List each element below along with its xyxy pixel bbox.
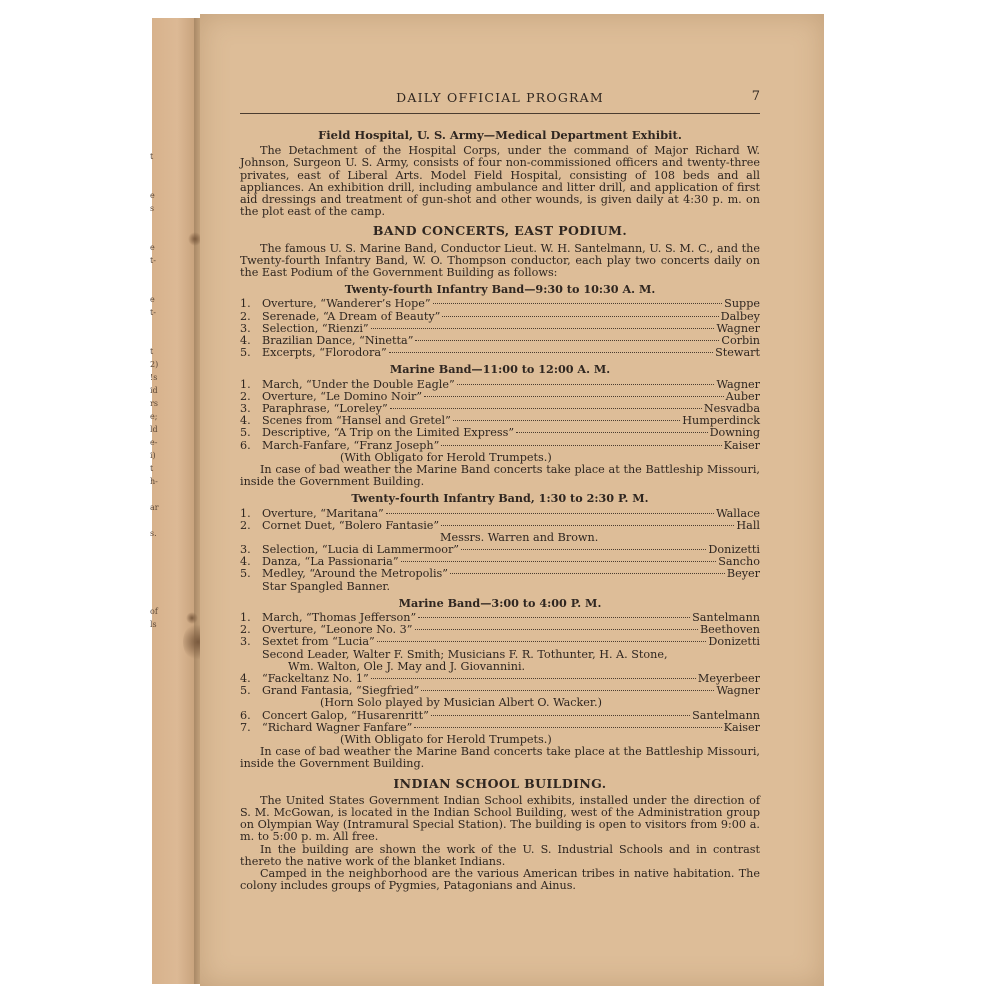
marine-afternoon-program-end [240,710,760,734]
dot-leader [433,303,723,304]
composer-name: Santelmann [692,708,760,722]
fragment-glyph [150,566,164,579]
piece-title: Overture, “Le Domino Noir” [262,389,423,403]
composer-name: Corbin [721,334,760,347]
hospital-paragraph: The Detachment of the Hospital Corps, under the command of Major Richard W. Johnson, Surgeon U. S. Army, consists of four non-commissioned officers and twenty-three privates, east of Liberal Arts. Model Field Hospital, consisting of 108 beds and all appliances. An exhibition drill, including ambulance and litter drill, and application of first aid dressings and treatment of gun-shot and other wounds, is given daily at 4:30 p. m. on the plot east of the camp. [240,144,760,219]
fragment-glyph [150,579,164,592]
band-concerts-intro: The famous U. S. Marine Band, Conductor Lieut. W. H. Santelmann, U. S. M. C., and the Twenty-fourth Infantry Band, W. O. Thompson conductor, each play two concerts daily on the East Podium of the Government Building as follows: [240,241,760,280]
fragment-glyph: e [150,191,155,200]
piece-title: Overture, “Wanderer’s Hope” [262,297,431,311]
composer-name: Sancho [718,555,760,569]
document-page [200,14,824,986]
fragment-glyph: s [150,204,155,213]
program-item [240,440,760,452]
fragment-glyph: !s [150,373,158,382]
dot-leader [450,573,725,574]
composer-name: Santelmann [692,611,760,625]
item-number: 5. [240,684,251,698]
composer-name: Dalbey [720,309,760,323]
dot-leader [390,408,702,409]
weather-note: In case of bad weather the Marine Band concerts take place at the Battleship Missouri, inside the Government Building. [240,745,760,771]
dot-leader [431,715,690,716]
hospital-heading: Field Hospital, U. S. Army—Medical Department Exhibit. [318,128,682,142]
fragment-glyph: of [150,607,158,616]
program-item [240,508,760,520]
marine-morning-program [240,379,760,452]
fragment-glyph: e [150,295,155,304]
dot-leader [377,641,707,642]
facing-page-text-fragments [150,150,164,750]
item-number: 5. [240,426,251,440]
composer-name: Wagner [716,377,760,391]
item-number: 7. [240,720,251,734]
item-number: 2. [240,389,251,403]
dot-leader [371,678,696,679]
fragment-glyph [150,488,164,501]
item-number: 4. [240,672,251,686]
fragment-glyph: ld [150,425,158,434]
band-concerts-heading: BAND CONCERTS, EAST PODIUM. [372,223,628,239]
fragment-glyph: i) [150,451,156,460]
piece-title: Grand Fantasia, “Siegfried” [262,684,420,698]
piece-title: Descriptive, “A Trip on the Limited Express” [262,426,515,440]
program-item [240,710,760,722]
composer-name: Wagner [716,684,760,698]
composer-name: Wagner [716,321,760,335]
item-number: 3. [240,321,251,335]
dot-leader [441,445,721,446]
dot-leader [414,727,721,728]
page-number: 7 [751,89,760,104]
item-number: 3. [240,401,251,415]
composer-name: Stewart [715,346,760,360]
item-number: 2. [240,623,251,637]
closing-anthem: Star Spangled Banner. [262,579,391,593]
sextet-performers-line2: Wm. Walton, Ole J. May and J. Giovannini. [288,659,526,673]
program-item [240,298,760,310]
indian-school-heading: INDIAN SCHOOL BUILDING. [393,775,607,791]
item-number: 6. [240,438,251,452]
composer-name: Nesvadba [703,401,760,415]
piece-title: “Richard Wagner Fanfare” [262,720,413,734]
fragment-glyph [150,215,164,228]
composer-name: Beyer [726,567,760,581]
dot-leader [441,525,734,526]
item-number: 4. [240,555,251,569]
fragment-glyph: t [150,464,154,473]
piece-title: Scenes from “Hansel and Gretel” [262,414,451,428]
composer-name: Meyerbeer [697,672,760,686]
fragment-glyph: s. [150,529,157,538]
fragment-glyph: id [150,386,158,395]
fragment-glyph: e- [150,438,158,447]
infantry-afternoon-program [240,508,760,532]
infantry-morning-heading: Twenty-fourth Infantry Band—9:30 to 10:30 A. M. [344,282,656,297]
item-number: 4. [240,334,251,347]
composer-name: Kaiser [723,720,760,734]
fragment-glyph [150,228,164,241]
indian-school-paragraph: Camped in the neighborhood are the various American tribes in native habitation. The colony includes groups of Pygmies, Patagonians and Ainus. [240,867,760,893]
composer-name: Hall [736,518,760,532]
weather-note: In case of bad weather the Marine Band concerts take place at the Battleship Missouri, inside the Government Building. [240,462,760,489]
composer-name: Humperdinck [682,414,760,428]
composer-name: Downing [709,426,760,440]
fragment-glyph: h- [150,477,158,486]
item-number: 5. [240,346,251,360]
piece-title: Medley, “Around the Metropolis” [262,567,448,581]
item-number: 1. [240,506,251,520]
fragment-glyph: t- [150,256,156,265]
fragment-glyph [150,540,164,553]
fragment-glyph: t [150,347,154,356]
item-number: 4. [240,414,251,428]
piece-title: “Fackeltanz No. 1” [262,672,369,686]
program-item [240,636,760,648]
item-number: 3. [240,543,251,557]
fragment-glyph: 2) [150,360,159,369]
item-number: 1. [240,297,251,311]
fragment-glyph [150,176,164,189]
piece-title: Paraphrase, “Loreley” [262,401,388,415]
horn-solo-note: (Horn Solo played by Musician Albert O. Wacker.) [320,696,602,710]
piece-title: Excerpts, “Florodora” [262,346,387,360]
marine-afternoon-program-cont [240,673,760,697]
piece-title: March, “Under the Double Eagle” [262,377,455,391]
piece-title: Overture, “Maritana” [262,506,384,520]
fragment-glyph: t [150,152,154,161]
program-item [240,379,760,391]
fragment-glyph: e [150,243,155,252]
dot-leader [401,561,717,562]
dot-leader [516,432,708,433]
program-item [240,568,760,580]
dot-leader [386,513,714,514]
piece-title: March-Fanfare, “Franz Joseph” [262,438,440,452]
body-text [240,126,760,892]
piece-title: Serenade, “A Dream of Beauty” [262,309,441,323]
dot-leader [442,316,718,317]
fragment-glyph: ar [150,503,159,512]
piece-title: Selection, “Lucia di Lammermoor” [262,543,460,557]
composer-name: Donizetti [708,543,760,557]
piece-title: March, “Thomas Jefferson” [262,611,417,625]
fragment-glyph [150,319,164,332]
fragment-glyph [150,592,164,605]
fragment-glyph [150,514,164,527]
marine-afternoon-heading: Marine Band—3:00 to 4:00 P. M. [398,595,602,610]
dot-leader [453,420,680,421]
header-rule [240,113,760,114]
running-head [240,86,760,106]
fragment-glyph [150,267,164,280]
item-number: 6. [240,708,251,722]
obligato-note: (With Obligato for Herold Trumpets.) [340,450,552,464]
indian-school-paragraph: The United States Government Indian School exhibits, installed under the direction of S. M. McGowan, is located in the Indian School Building, west of the Administration group on Olympian Way (Intramural Special Station). The building is open to visitors from 9:00 a. m. to 5:00 p. m. All free. [240,793,760,844]
piece-title: Overture, “Leonore No. 3” [262,623,413,637]
composer-name: Wallace [716,506,760,520]
dot-leader [418,617,690,618]
item-number: 3. [240,635,251,649]
composer-name: Suppe [724,297,760,311]
program-item [240,427,760,439]
fragment-glyph [150,332,164,345]
fragment-glyph: t- [150,308,156,317]
dot-leader [415,629,698,630]
sextet-performers-line1: Second Leader, Walter F. Smith; Musicians F. R. Tothunter, H. A. Stone, [262,647,668,661]
infantry-afternoon-heading: Twenty-fourth Infantry Band, 1:30 to 2:30 P. M. [351,491,649,506]
fragment-glyph [150,163,164,176]
fragment-glyph: ls [150,620,157,629]
fragment-glyph [150,280,164,293]
obligato-note: (With Obligato for Herold Trumpets.) [340,732,552,746]
dot-leader [371,328,715,329]
program-item [240,311,760,323]
piece-title: Danza, “La Passionaria” [262,555,399,569]
composer-name: Beethoven [699,623,760,637]
infantry-morning-program [240,298,760,359]
marine-afternoon-program [240,612,760,649]
item-number: 2. [240,309,251,323]
infantry-afternoon-program-cont [240,544,760,581]
piece-title: Sextet from “Lucia” [262,635,375,649]
composer-name: Kaiser [723,438,760,452]
composer-name: Donizetti [708,635,760,649]
dot-leader [389,352,713,353]
item-number: 1. [240,377,251,391]
dot-leader [457,384,715,385]
running-head-title: DAILY OFFICIAL PROGRAM [396,90,604,105]
fragment-glyph [150,553,164,566]
indian-school-paragraph: In the building are shown the work of the U. S. Industrial Schools and in contrast thereto the native work of the blanket Indians. [240,842,760,868]
dot-leader [421,690,714,691]
item-number: 1. [240,611,251,625]
fragment-glyph: rs [150,399,158,408]
piece-title: Concert Galop, “Husarenritt” [262,708,429,722]
program-item [240,347,760,359]
piece-title: Cornet Duet, “Bolero Fantasie” [262,518,440,532]
marine-morning-heading: Marine Band—11:00 to 12:00 A. M. [389,362,611,377]
dot-leader [424,396,723,397]
dot-leader [415,340,719,341]
piece-title: Selection, “Rienzi” [262,321,369,335]
item-number: 2. [240,518,251,532]
performers-note: Messrs. Warren and Brown. [440,530,599,544]
dot-leader [461,549,706,550]
composer-name: Auber [725,389,760,403]
piece-title: Brazilian Dance, “Ninetta” [262,334,414,347]
item-number: 5. [240,567,251,581]
fragment-glyph: e; [150,412,158,421]
